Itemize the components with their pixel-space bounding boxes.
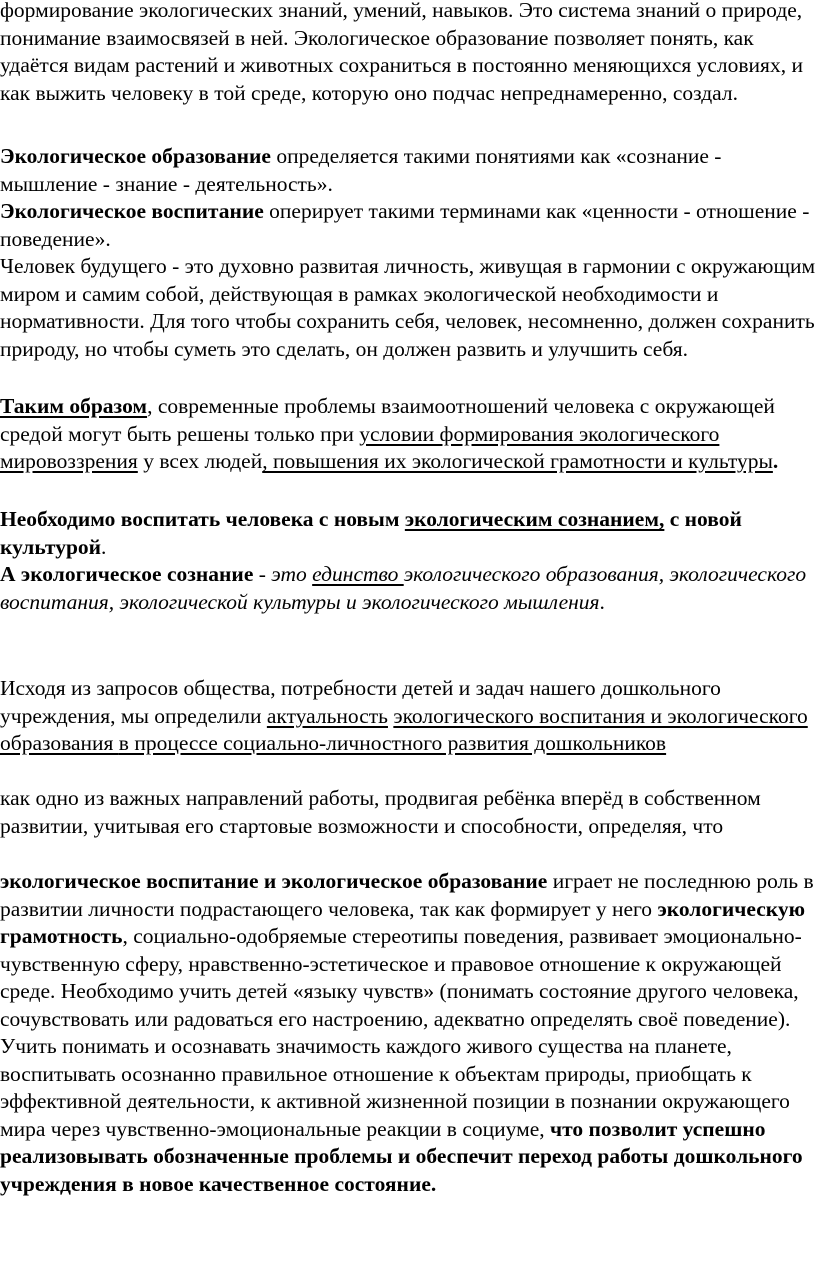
relevance-actuality: актуальность [266,703,388,728]
necessity-text: Необходимо воспитать человека с новым [0,507,405,531]
necessity-culture: с новой культурой [0,507,742,559]
conclusion-lead: Таким образом [0,394,148,418]
conclusion-all-people: у всех людей [137,449,263,473]
paragraph-intro [0,0,816,107]
paragraph-relevance [0,675,816,758]
role-text-continued: , социально-одобряемые стереотипы поведения, развивает эмоционально-чувственную сферу, нравственно-эстетическое и правовое отношение к окружающей среде. Необходимо учить детей «языку чувств» (понимать состояние другого человека, сочувствовать или радоваться его настроению, адекватно определять своё поведение). Учить понимать и осознавать значимость каждого живого существа на планете, воспитывать осознанно правильное отношение к объектам природы, приобщать к эффективной деятельности, к активной жизненной позиции в познании окружающего мира через чувственно-эмоциональные реакции в социуме, [0,924,802,1141]
paragraph-role [0,868,816,1198]
term-eco-education: Экологическое образование [0,144,271,168]
relevance-social-development: в процессе социально-личностного развития дошкольников [118,731,667,755]
paragraph-future-person [0,253,816,363]
necessity-period: . [101,534,107,559]
eco-consciousness-definition: экологического образования, экологического воспитания, экологической культуры и экологического мышления [0,562,807,614]
conclusion-text: , современные проблемы взаимоотношений человека с окружающей средой могут быть решены только при [0,394,775,446]
term-eco-upbringing: Экологическое воспитание [0,199,264,223]
necessity-eco-consciousness: экологическим сознанием, [404,507,665,531]
role-text: играет не последнюю роль в развитии личности подрастающего человека, так как формирует у него [0,869,814,921]
direction-text: как одно из важных направлений работы, продвигая ребёнка вперёд в собственном развитии, учитывая его стартовые возможности и способности, определяя, что [0,786,761,838]
paragraph-eco-education [0,143,816,198]
conclusion-period: . [772,449,779,473]
paragraph-necessity [0,506,816,561]
eco-consciousness-unity: единство [312,562,404,586]
role-conclusion: что позволит успешно реализовывать обозначенные проблемы и обеспечит переход работы дошкольного учреждения в новое качественное состояние. [0,1116,803,1196]
eco-upbringing-definition: оперирует такими терминами как «ценности - отношение - поведение». [0,199,810,251]
eco-consciousness-this: это [271,562,313,586]
intro-line: формирование экологических знаний, умений, навыков. Это система знаний [0,0,701,22]
paragraph-eco-upbringing [0,198,816,253]
role-eco-literacy: экологическую грамотность [0,896,805,948]
term-eco-consciousness: А экологическое сознание [0,562,254,586]
future-person-text: Человек будущего - это духовно развитая личность, живущая в гармонии с окружающим миром и самим собой, действующая в рамках экологической необходимости и нормативности. Для того чтобы сохранить себя, человек, несомненно, должен сохранить природу, но чтобы суметь это сделать, он должен развить и улучшить себя. [0,254,816,361]
eco-consciousness-period: . [599,589,605,614]
conclusion-literacy: , повышения их экологической грамотности и культуры [262,449,773,473]
intro-line: которую оно подчас непреднамеренно, создал. [311,80,738,105]
intro-line: постоянно меняющихся условиях, и как выжить человеку в той среде, [0,53,803,105]
intro-line: позволяет понять, как удаётся видам растений и животных сохраниться в [0,25,754,77]
relevance-text: Исходя из запросов общества, потребности детей и задач нашего дошкольного учреждения, мы определили [0,676,721,728]
role-eco-upbringing: экологическое воспитание и экологическое образование [0,869,548,893]
paragraph-direction [0,785,816,840]
paragraph-eco-consciousness [0,561,816,616]
paragraph-conclusion [0,393,816,476]
conclusion-worldview: условии формирования экологического мировоззрения [0,421,720,473]
eco-consciousness-dash: - [253,562,272,586]
intro-line: о природе, понимание взаимосвязей в ней. Экологическое образование [0,0,803,50]
eco-education-definition: определяется такими понятиями как «сознание - мышление - знание - деятельность». [0,144,722,196]
relevance-eco-upbringing: экологического воспитания и экологического образования [0,703,808,755]
